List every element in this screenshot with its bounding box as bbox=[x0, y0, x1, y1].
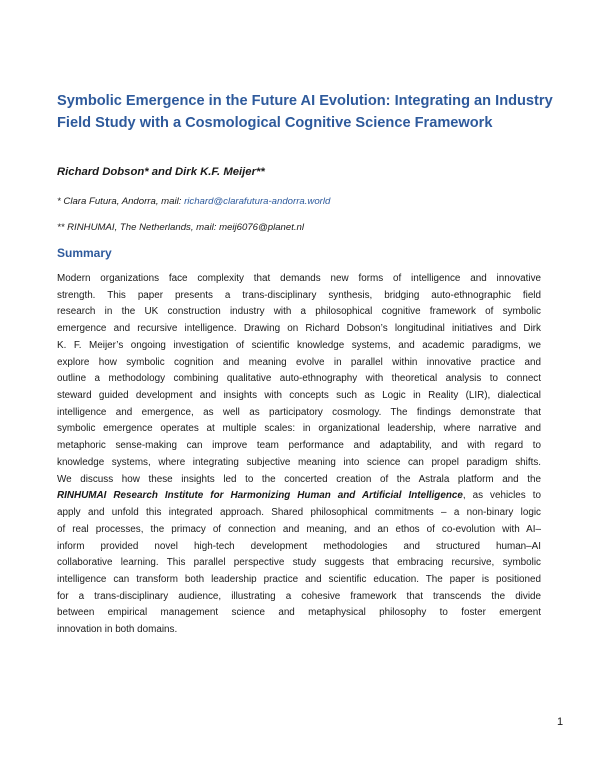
rinhumai-line-rest: , as vehicles to bbox=[462, 490, 541, 502]
abstract-line-rinhumai bbox=[57, 488, 541, 505]
abstract-line: Modern organizations face complexity that demands new forms of intelligence and innovative bbox=[57, 273, 541, 284]
abstract bbox=[57, 271, 541, 639]
abstract-line: explore how symbolic cognition and meaning evolve in parallel within innovative practice and bbox=[57, 356, 541, 368]
abstract-line: strength. This paper presents a trans-disciplinary synthesis, bridging auto-ethnographic field bbox=[57, 289, 541, 301]
abstract-line: metaphoric sense-making can improve team performance and adaptability, and with regard to bbox=[57, 440, 541, 452]
rinhumai-institute-name: RINHUMAI Research Institute for Harmonizing Human and Artificial Intelligence bbox=[57, 490, 463, 502]
abstract-line: innovation in both domains. bbox=[57, 624, 178, 636]
abstract-line: of real processes, the primacy of connection and meaning, and an ethos of co-evolution with AI– bbox=[57, 523, 541, 535]
title-line-2: Field Study with a Cosmological Cognitive Science Framework bbox=[57, 115, 493, 131]
affiliation-1 bbox=[57, 196, 330, 207]
abstract-line: We discuss how these insights led to the concerted creation of the Astrala platform and the bbox=[57, 473, 541, 485]
abstract-line: collaborative learning. This parallel perspective study suggests that embracing recursive, symbolic bbox=[57, 557, 541, 569]
paper-title bbox=[57, 90, 557, 134]
email-link-1[interactable]: richard@clarafutura-andorra.world bbox=[184, 196, 331, 207]
abstract-line: emergence and recursive intelligence. Drawing on Richard Dobson’s longitudinal initiatives and Dirk bbox=[57, 323, 541, 335]
abstract-line: steward guided development and insights with concepts such as Logic in Reality (LIR), dialectical bbox=[57, 390, 541, 402]
summary-heading: Summary bbox=[57, 246, 112, 260]
title-line-1: Symbolic Emergence in the Future AI Evolution: Integrating an Industry bbox=[57, 93, 553, 109]
abstract-line: intelligence and emergence, as well as participatory cosmology. The findings demonstrate that bbox=[57, 406, 541, 418]
abstract-line: research in the UK construction industry with a philosophical cognitive framework of symbolic bbox=[57, 306, 541, 318]
abstract-line: outline a methodology combining qualitative auto-ethnography with theoretical analysis to connect bbox=[57, 373, 541, 385]
affiliation-2: ** RINHUMAI, The Netherlands, mail: meij6076@planet.nl bbox=[57, 222, 305, 233]
page-number: 1 bbox=[557, 716, 564, 728]
abstract-line: inform provided novel high-tech development methodologies and structured human–AI bbox=[57, 540, 541, 552]
abstract-line: between empirical management science and metaphysical philosophy to foster emergent bbox=[57, 607, 541, 619]
abstract-line: apply and unfold this integrated approach. Shared philosophical commitments – a non-binary logic bbox=[57, 507, 541, 519]
abstract-line: intelligence can transform both leadership practice and scientific education. The paper is positioned bbox=[57, 573, 541, 585]
abstract-line: symbolic emergence operates at multiple scales: in organizational leadership, where narrative and bbox=[57, 423, 541, 435]
abstract-line: K. F. Meijer’s ongoing investigation of scientific knowledge systems, and academic paradigms, we bbox=[57, 339, 541, 351]
authors: Richard Dobson* and Dirk K.F. Meijer** bbox=[57, 166, 265, 178]
affiliation-1-text: * Clara Futura, Andorra, mail: bbox=[57, 196, 185, 207]
abstract-line: for a trans-disciplinary audience, illustrating a cohesive framework that transcends the divide bbox=[57, 590, 541, 602]
abstract-line: knowledge systems, where integrating subjective meaning into science can propel paradigm shifts. bbox=[57, 456, 541, 468]
